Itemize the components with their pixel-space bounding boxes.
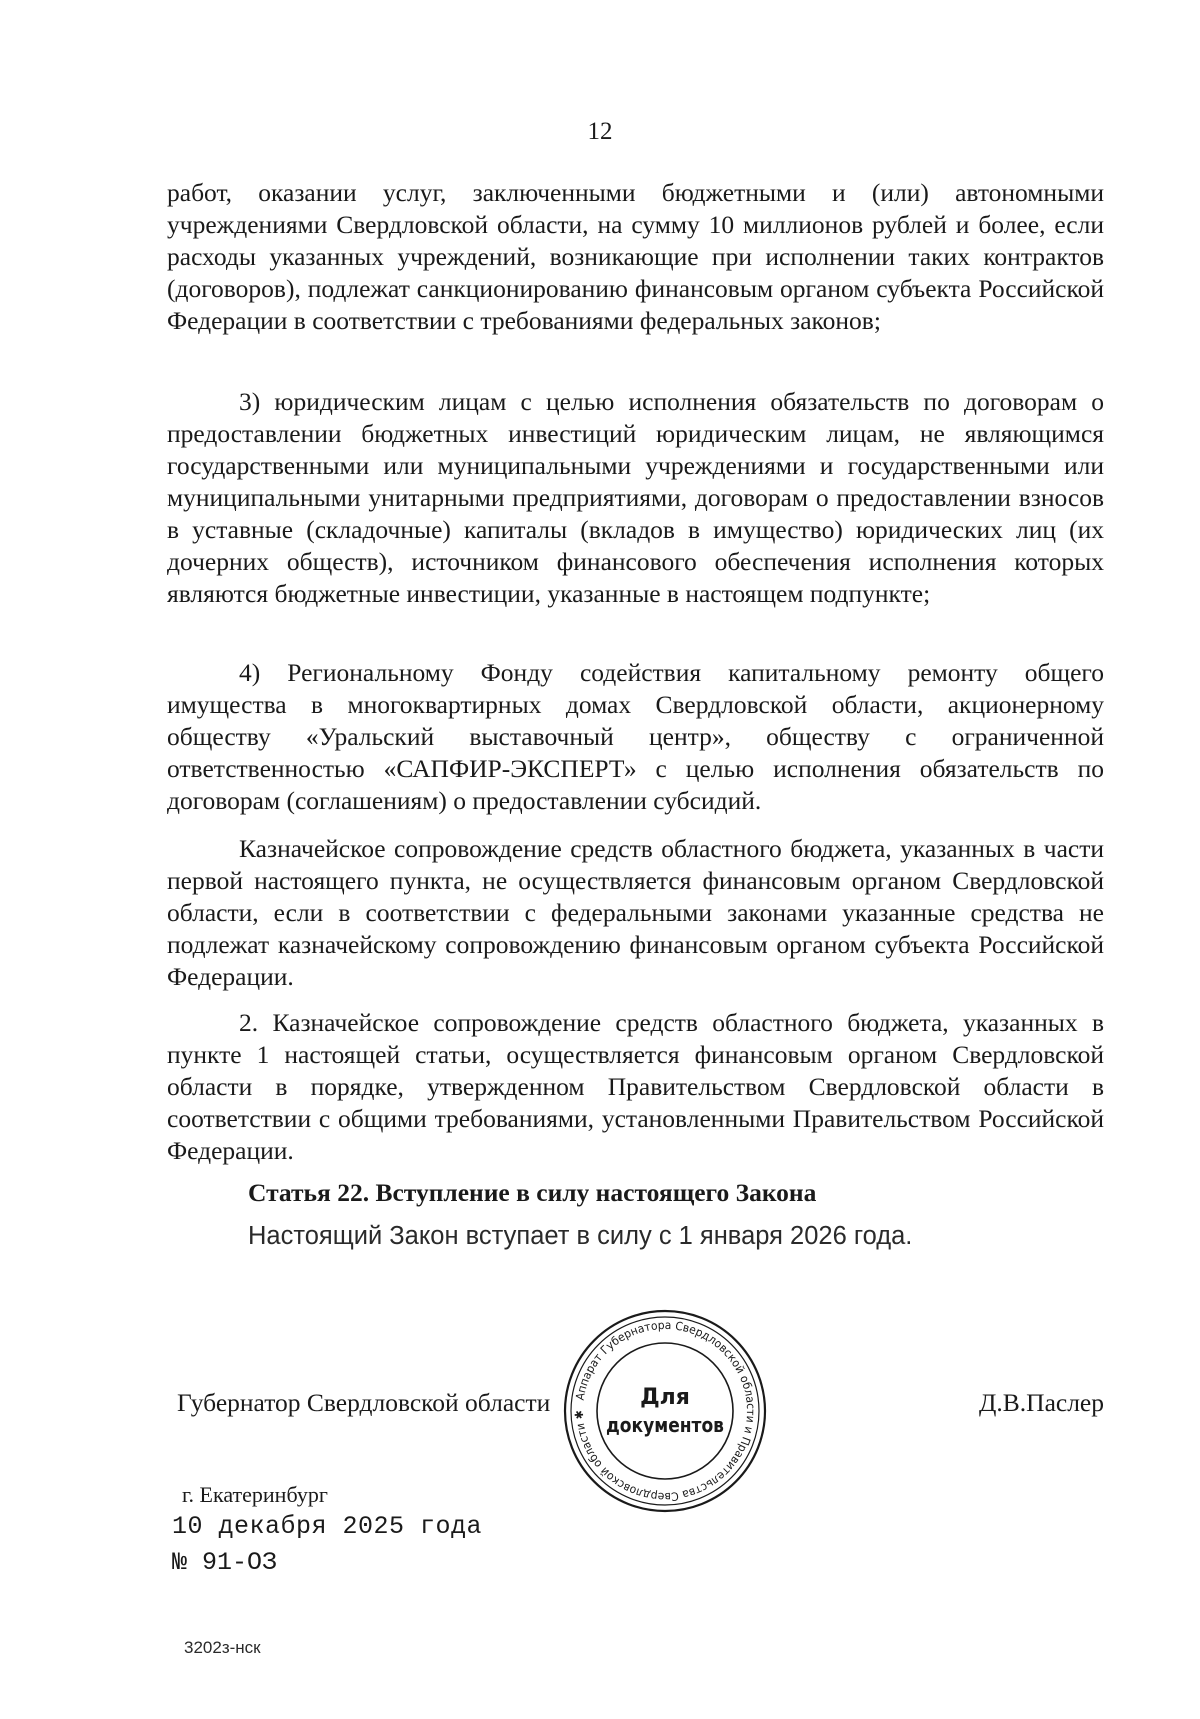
- issue-date: 10 декабря 2025 года: [172, 1512, 483, 1541]
- official-stamp: [560, 1306, 770, 1516]
- paragraph-item-3: 3) юридическим лицам с целью исполнения обязательств по договорам о предоставлении бюджетных инвестиций юридическим лицам, не являющимся государственными или муниципальными учреждениями и государственными или муниципальными унитарными предприятиями, договорам о предоставлении взносов в уставные (складочные) капиталы (вкладов в имущество) юридических лиц (их дочерних обществ), источником финансового обеспечения исполнения которых являются бюджетные инвестиции, указанные в настоящем подпункте;: [167, 387, 1104, 608]
- stamp-inner-ring: [597, 1343, 733, 1479]
- footer-code: 3202з-нск: [184, 1638, 261, 1657]
- article-text: Настоящий Закон вступает в силу с 1 января 2026 года.: [248, 1222, 913, 1250]
- stamp-center-line-1: Для: [640, 1385, 690, 1410]
- signatory-position: Губернатор Свердловской области: [177, 1388, 551, 1417]
- issue-city: г. Екатеринбург: [182, 1482, 328, 1507]
- paragraph-treasury-support: Казначейское сопровождение средств областного бюджета, указанных в части первой настоящего пункта, не осуществляется финансовым органом Свердловской области, если в соответствии с федеральными законами указанные средства не подлежат казначейскому сопровождению финансовым органом субъекта Российской Федерации.: [167, 834, 1104, 991]
- article-title: Статья 22. Вступление в силу настоящего Закона: [248, 1178, 817, 1207]
- law-number: № 91-ОЗ: [172, 1548, 278, 1577]
- stamp-outer-ring: [565, 1311, 765, 1511]
- paragraph-point-2: 2. Казначейское сопровождение средств областного бюджета, указанных в пункте 1 настоящей статьи, осуществляется финансовым органом Свердловской области в порядке, утвержденном Правительством Свердловской области в соответствии с общими требованиями, установленными Правительством Российской Федерации.: [167, 1008, 1104, 1165]
- paragraph-item-4: 4) Региональному Фонду содействия капитальному ремонту общего имущества в многоквартирных домах Свердловской области, акционерному обществу «Уральский выставочный центр», обществу с ограниченной ответственностью «САПФИР-ЭКСПЕРТ» с целью исполнения обязательств по договорам (соглашениям) о предоставлении субсидий.: [167, 658, 1104, 815]
- signatory-name: Д.В.Паслер: [979, 1388, 1104, 1417]
- stamp-middle-ring: [571, 1317, 759, 1505]
- stamp-center-line-2: документов: [606, 1413, 724, 1437]
- page-number: 12: [587, 118, 613, 145]
- stamp-ring-text: Аппарат Губернатора Свердловской области и Правительства Свердловской области ✱: [571, 1317, 759, 1505]
- paragraph-continuation: работ, оказании услуг, заключенными бюджетными и (или) автономными учреждениями Свердловской области, на сумму 10 миллионов рублей и более, если расходы указанных учреждений, возникающие при исполнении таких контрактов (договоров), подлежат санкционированию финансовым органом субъекта Российской Федерации в соответствии с требованиями федеральных законов;: [167, 178, 1104, 335]
